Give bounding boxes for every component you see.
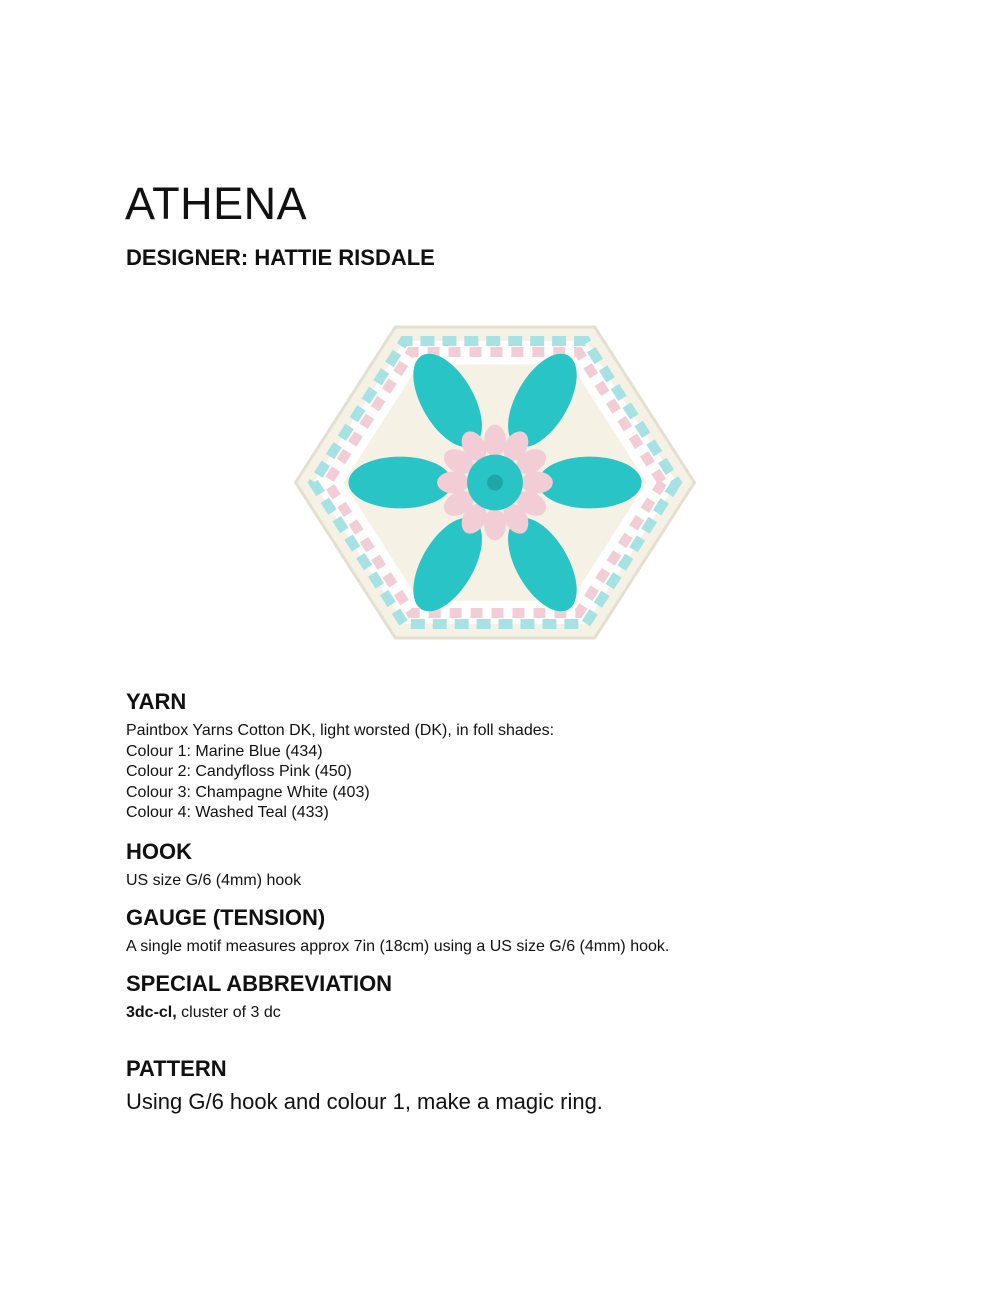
abbreviation-definition: cluster of 3 dc: [176, 1004, 281, 1021]
abbreviation-term: 3dc-cl,: [126, 1004, 177, 1021]
yarn-intro: Paintbox Yarns Cotton DK, light worsted (DK), in foll shades:: [126, 722, 555, 739]
crochet-hexagon-motif-image: [290, 305, 700, 660]
motif-magic-ring: [487, 475, 503, 491]
yarn-colour-4: Colour 4: Washed Teal (433): [126, 804, 329, 822]
pattern-section: [126, 1056, 603, 1116]
pattern-heading: PATTERN: [126, 1056, 227, 1081]
motif-shapes: [296, 327, 695, 638]
abbreviation-entry: [126, 1003, 392, 1024]
abbreviation-section: [126, 971, 392, 1024]
hook-text: US size G/6 (4mm) hook: [126, 872, 302, 889]
motif-pink-cluster: [484, 508, 506, 540]
motif-teal-petal: [538, 457, 642, 509]
pattern-title: ATHENA: [125, 178, 308, 229]
motif-pink-cluster: [521, 472, 553, 494]
hook-section: [126, 839, 301, 892]
designer-credit: DESIGNER: HATTIE RISDALE: [126, 245, 435, 270]
yarn-heading: YARN: [126, 689, 187, 714]
yarn-colour-3: Colour 3: Champagne White (403): [126, 783, 370, 801]
motif-pink-cluster: [437, 472, 469, 494]
pattern-instruction: Using G/6 hook and colour 1, make a magic ring.: [126, 1089, 603, 1114]
motif-pink-cluster: [484, 425, 506, 457]
yarn-colour-1: Colour 1: Marine Blue (434): [126, 742, 323, 760]
hook-heading: HOOK: [126, 839, 192, 864]
yarn-colour-2: Colour 2: Candyfloss Pink (450): [126, 763, 352, 781]
gauge-heading: GAUGE (TENSION): [126, 905, 326, 930]
abbreviation-heading: SPECIAL ABBREVIATION: [126, 971, 393, 996]
yarn-section: [126, 689, 554, 824]
gauge-text: A single motif measures approx 7in (18cm) using a US size G/6 (4mm) hook.: [126, 938, 670, 955]
motif-teal-petal: [348, 457, 452, 509]
gauge-section: [126, 905, 669, 958]
